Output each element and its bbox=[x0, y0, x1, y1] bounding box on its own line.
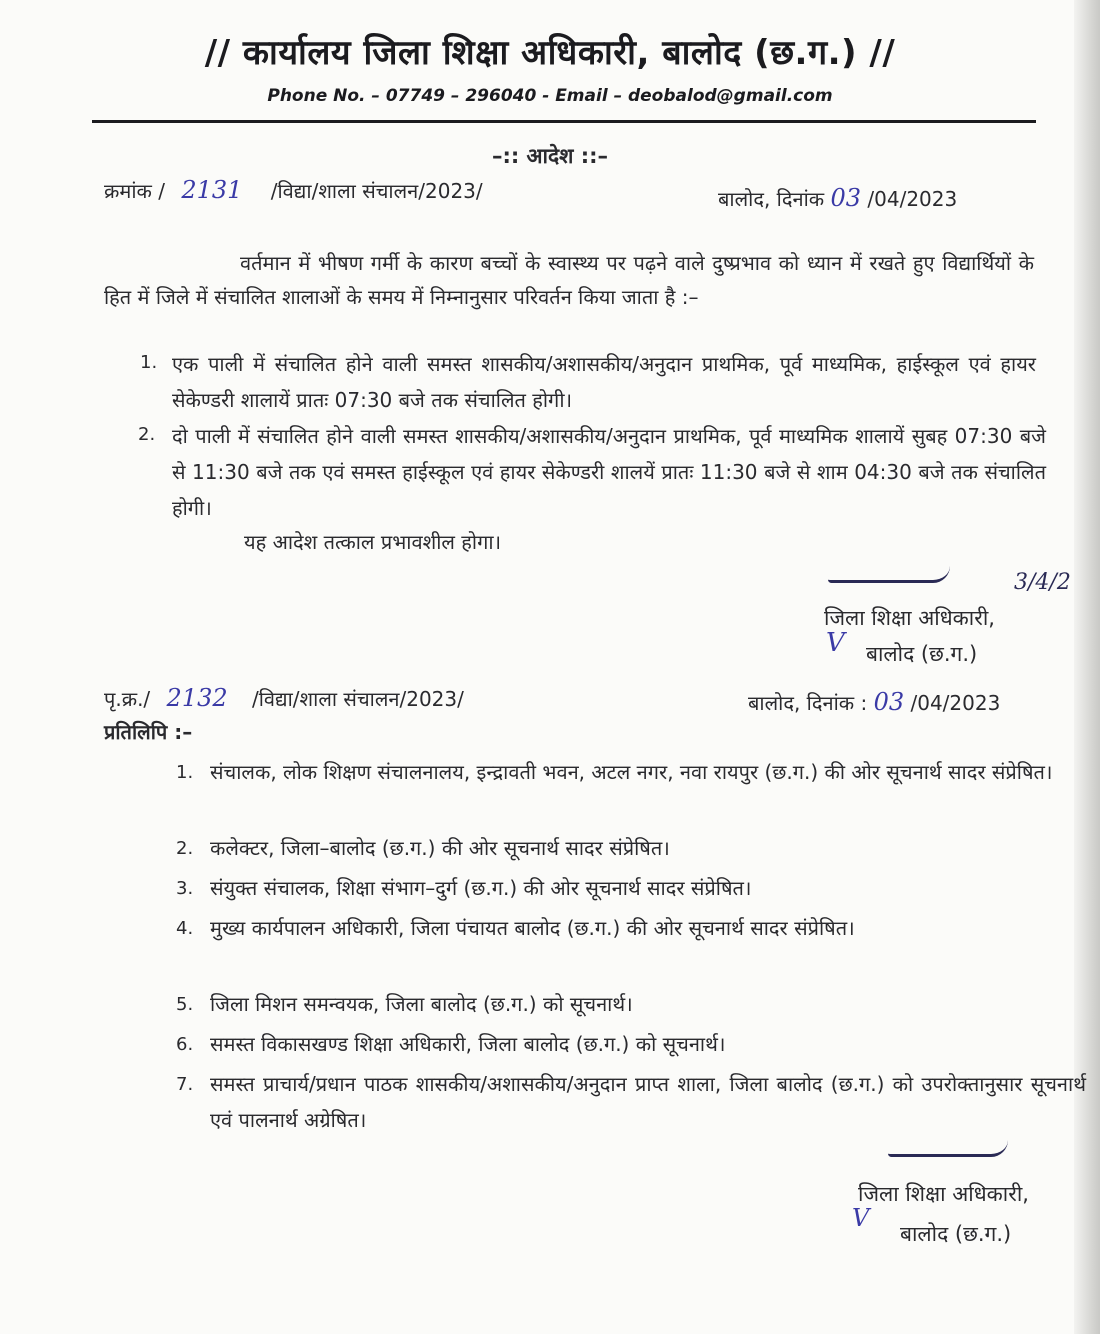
copy-ref-number: 2132 bbox=[166, 684, 228, 712]
copy-reference bbox=[104, 684, 464, 712]
copy-date-day: 03 bbox=[873, 688, 905, 716]
order-date-day: 03 bbox=[830, 184, 862, 212]
order-heading: –:: आदेश ::– bbox=[491, 144, 609, 168]
signature-date: 3/4/2 bbox=[1014, 570, 1071, 595]
copy-item: मुख्य कार्यपालन अधिकारी, जिला पंचायत बालोद (छ.ग.) की ओर सूचनार्थ सादर संप्रेषित। bbox=[210, 916, 855, 940]
order-closing: यह आदेश तत्काल प्रभावशील होगा। bbox=[244, 530, 502, 554]
copy-item-number: 7. bbox=[176, 1074, 194, 1095]
order-ref-number: 2131 bbox=[181, 176, 243, 204]
copy-date-prefix: बालोद, दिनांक : bbox=[748, 691, 868, 715]
order-date bbox=[718, 184, 957, 212]
signatory-place: बालोद (छ.ग.) bbox=[866, 642, 978, 666]
copy-label: प्रतिलिपि :– bbox=[104, 720, 193, 744]
order-item-number: 2. bbox=[138, 424, 156, 445]
copy-item: जिला मिशन समन्वयक, जिला बालोद (छ.ग.) को सूचनार्थ। bbox=[210, 992, 633, 1016]
order-ref-prefix: क्रमांक / bbox=[104, 179, 165, 203]
order-item-number: 1. bbox=[140, 352, 158, 373]
copy-item: कलेक्टर, जिला–बालोद (छ.ग.) की ओर सूचनार्थ सादर संप्रेषित। bbox=[210, 836, 670, 860]
copy-item: संचालक, लोक शिक्षण संचालनालय, इन्द्रावती भवन, अटल नगर, नवा रायपुर (छ.ग.) की ओर सूचनार्थ सादर संप्रेषित। bbox=[210, 760, 1053, 784]
copy-item: संयुक्त संचालक, शिक्षा संभाग–दुर्ग (छ.ग.) की ओर सूचनार्थ सादर संप्रेषित। bbox=[210, 876, 752, 900]
order-intro: वर्तमान में भीषण गर्मी के कारण बच्चों के स्वास्थ्य पर पढ़ने वाले दुष्प्रभाव को ध्यान में रखते हुए विद्यार्थियों के हित में जिले में संचालित शालाओं के समय में निम्नानुसार परिवर्तन किया जाता है :– bbox=[104, 251, 1034, 309]
office-title: // कार्यालय जिला शिक्षा अधिकारी, बालोद (छ.ग.) // bbox=[204, 33, 896, 73]
initials-mark: V bbox=[826, 628, 845, 658]
contact-line: Phone No. – 07749 – 296040 - Email – deobalod@gmail.com bbox=[267, 86, 833, 106]
copy-item-number: 4. bbox=[176, 918, 194, 939]
copy-item: समस्त विकासखण्ड शिक्षा अधिकारी, जिला बालोद (छ.ग.) को सूचनार्थ। bbox=[210, 1032, 726, 1056]
handwritten-signature bbox=[828, 566, 950, 583]
copy-item-number: 5. bbox=[176, 994, 194, 1015]
copy-item-number: 2. bbox=[176, 838, 194, 859]
signatory-title: जिला शिक्षा अधिकारी, bbox=[824, 606, 995, 630]
initials-mark: V bbox=[852, 1204, 870, 1232]
copy-item: समस्त प्राचार्य/प्रधान पाठक शासकीय/अशासकीय/अनुदान प्राप्त शाला, जिला बालोद (छ.ग.) को उपरोक्तानुसार सूचनार्थ एवं पालनार्थ अग्रेषित। bbox=[210, 1072, 1086, 1132]
copy-item-number: 1. bbox=[176, 762, 194, 783]
order-date-prefix: बालोद, दिनांक bbox=[718, 187, 825, 211]
signatory-title: जिला शिक्षा अधिकारी, bbox=[858, 1182, 1029, 1206]
copy-date-rest: /04/2023 bbox=[910, 691, 1001, 715]
copy-item-number: 6. bbox=[176, 1034, 194, 1055]
handwritten-signature bbox=[888, 1140, 1008, 1157]
copy-item-number: 3. bbox=[176, 878, 194, 899]
signatory-place: बालोद (छ.ग.) bbox=[900, 1222, 1012, 1246]
order-date-rest: /04/2023 bbox=[867, 187, 958, 211]
copy-ref-prefix: पृ.क्र./ bbox=[104, 687, 151, 711]
order-ref-suffix: /विद्या/शाला संचालन/2023/ bbox=[270, 179, 483, 203]
order-reference bbox=[104, 176, 483, 204]
order-item: एक पाली में संचालित होने वाली समस्त शासकीय/अशासकीय/अनुदान प्राथमिक, पूर्व माध्यमिक, हाईस्कूल एवं हायर सेकेण्डरी शालायें प्रातः 07:30 बजे तक संचालित होगी। bbox=[172, 352, 1036, 412]
copy-ref-suffix: /विद्या/शाला संचालन/2023/ bbox=[251, 687, 464, 711]
header-divider bbox=[92, 120, 1036, 123]
copy-date bbox=[748, 688, 1000, 716]
order-item: दो पाली में संचालित होने वाली समस्त शासकीय/अशासकीय/अनुदान प्राथमिक, पूर्व माध्यमिक शालायें सुबह 07:30 बजे से 11:30 बजे तक एवं समस्त हाईस्कूल एवं हायर सेकेण्डरी शालयें प्रातः 11:30 बजे से शाम 04:30 बजे तक संचालित होगी। bbox=[172, 424, 1046, 520]
